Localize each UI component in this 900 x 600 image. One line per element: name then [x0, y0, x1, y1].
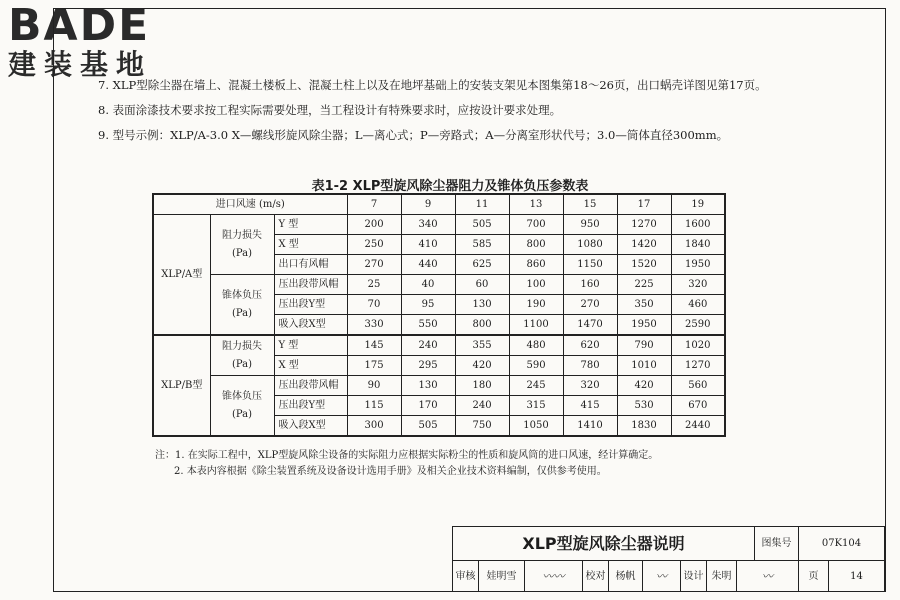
section-unit: (Pa) [231, 358, 253, 370]
value-cell: 270 [347, 255, 401, 275]
value-cell: 1950 [617, 315, 671, 336]
title-block [452, 526, 886, 592]
value-cell: 350 [617, 295, 671, 315]
value-cell: 950 [563, 215, 617, 235]
section-unit: (Pa) [231, 247, 253, 259]
section-cell [210, 215, 274, 275]
speed-header: 19 [671, 194, 725, 215]
value-cell: 240 [401, 335, 455, 356]
value-cell: 180 [455, 376, 509, 396]
parameter-table [152, 193, 726, 437]
table-header-row [153, 194, 725, 215]
value-cell: 1010 [617, 356, 671, 376]
value-cell: 130 [455, 295, 509, 315]
value-cell: 25 [347, 275, 401, 295]
value-cell: 175 [347, 356, 401, 376]
designer-name: 朱明 [707, 561, 737, 592]
speed-header: 9 [401, 194, 455, 215]
value-cell: 415 [563, 396, 617, 416]
speed-header: 15 [563, 194, 617, 215]
value-cell: 315 [509, 396, 563, 416]
row-name: X 型 [274, 356, 347, 376]
row-name: 吸入段X型 [274, 315, 347, 336]
check-label: 校对 [583, 561, 609, 592]
footnote-1: 注：1. 在实际工程中，XLP型旋风除尘设备的实际阻力应根据实际粉尘的性质和旋风筒的进口风速，经计算确定。 [155, 450, 659, 461]
value-cell: 1270 [671, 356, 725, 376]
header-label: 进口风速 (m/s) [153, 194, 347, 215]
value-cell: 170 [401, 396, 455, 416]
row-name: 吸入段X型 [274, 416, 347, 437]
value-cell: 130 [401, 376, 455, 396]
value-cell: 1520 [617, 255, 671, 275]
section-cell [210, 275, 274, 336]
row-name: 压出段带风帽 [274, 275, 347, 295]
value-cell: 590 [509, 356, 563, 376]
designer-signature: 〰 [737, 561, 799, 592]
table-row [153, 376, 725, 396]
model-cell: XLP/B型 [153, 335, 210, 436]
value-cell: 245 [509, 376, 563, 396]
value-cell: 90 [347, 376, 401, 396]
value-cell: 1080 [563, 235, 617, 255]
row-name: 压出段带风帽 [274, 376, 347, 396]
section-label: 锥体负压 [222, 289, 262, 301]
value-cell: 200 [347, 215, 401, 235]
value-cell: 70 [347, 295, 401, 315]
note-7: 7. XLP型除尘器在墙上、混凝土楼板上、混凝土柱上以及在地坪基础上的安装支架见本图集第18～26页，出口蜗壳详图见第17页。 [98, 78, 767, 92]
value-cell: 750 [455, 416, 509, 437]
table-row [153, 275, 725, 295]
row-name: Y 型 [274, 215, 347, 235]
value-cell: 625 [455, 255, 509, 275]
row-name: 压出段Y型 [274, 295, 347, 315]
value-cell: 505 [401, 416, 455, 437]
table-row [153, 335, 725, 356]
value-cell: 40 [401, 275, 455, 295]
value-cell: 1100 [509, 315, 563, 336]
value-cell: 1020 [671, 335, 725, 356]
atlas-number: 07K104 [799, 527, 885, 561]
value-cell: 190 [509, 295, 563, 315]
value-cell: 1270 [617, 215, 671, 235]
value-cell: 790 [617, 335, 671, 356]
section-cell [210, 376, 274, 437]
logo-word: BADE [8, 0, 151, 51]
value-cell: 585 [455, 235, 509, 255]
speed-header: 7 [347, 194, 401, 215]
checker-name: 杨帆 [609, 561, 643, 592]
value-cell: 115 [347, 396, 401, 416]
value-cell: 2590 [671, 315, 725, 336]
value-cell: 340 [401, 215, 455, 235]
value-cell: 1150 [563, 255, 617, 275]
drawing-title: XLP型旋风除尘器说明 [453, 527, 755, 561]
value-cell: 700 [509, 215, 563, 235]
value-cell: 420 [617, 376, 671, 396]
row-name: 出口有风帽 [274, 255, 347, 275]
value-cell: 530 [617, 396, 671, 416]
value-cell: 100 [509, 275, 563, 295]
design-label: 设计 [681, 561, 707, 592]
atlas-label: 图集号 [755, 527, 799, 561]
section-label: 锥体负压 [222, 390, 262, 402]
section-label: 阻力损失 [222, 229, 262, 241]
value-cell: 480 [509, 335, 563, 356]
table-title: 表1-2 XLP型旋风除尘器阻力及锥体负压参数表 [311, 179, 589, 194]
value-cell: 270 [563, 295, 617, 315]
value-cell: 95 [401, 295, 455, 315]
reviewer-name: 娃明雪 [479, 561, 525, 592]
page-label: 页 [799, 561, 829, 592]
value-cell: 2440 [671, 416, 725, 437]
value-cell: 505 [455, 215, 509, 235]
value-cell: 800 [509, 235, 563, 255]
value-cell: 250 [347, 235, 401, 255]
value-cell: 300 [347, 416, 401, 437]
value-cell: 355 [455, 335, 509, 356]
value-cell: 160 [563, 275, 617, 295]
footnote-2: 2. 本表内容根据《除尘装置系统及设备设计选用手册》及相关企业技术资料编制，仅供参考使用。 [174, 466, 607, 477]
value-cell: 240 [455, 396, 509, 416]
value-cell: 800 [455, 315, 509, 336]
value-cell: 145 [347, 335, 401, 356]
value-cell: 860 [509, 255, 563, 275]
speed-header: 11 [455, 194, 509, 215]
value-cell: 1840 [671, 235, 725, 255]
logo-subtitle: 建装基地 [8, 48, 153, 81]
value-cell: 225 [617, 275, 671, 295]
value-cell: 460 [671, 295, 725, 315]
section-unit: (Pa) [231, 307, 253, 319]
section-unit: (Pa) [231, 408, 253, 420]
row-name: 压出段Y型 [274, 396, 347, 416]
value-cell: 330 [347, 315, 401, 336]
value-cell: 320 [671, 275, 725, 295]
row-name: X 型 [274, 235, 347, 255]
note-9: 9. 型号示例：XLP/A-3.0 X—螺线形旋风除尘器；L—离心式；P—旁路式；A—分离室形状代号；3.0—筒体直径300mm。 [98, 128, 729, 142]
note-8: 8. 表面涂漆技术要求按工程实际需要处理，当工程设计有特殊要求时，应按设计要求处理。 [98, 103, 562, 117]
value-cell: 620 [563, 335, 617, 356]
section-label: 阻力损失 [222, 340, 262, 352]
value-cell: 560 [671, 376, 725, 396]
page-number: 14 [829, 561, 885, 592]
value-cell: 1410 [563, 416, 617, 437]
value-cell: 295 [401, 356, 455, 376]
model-cell: XLP/A型 [153, 215, 210, 336]
value-cell: 440 [401, 255, 455, 275]
speed-header: 13 [509, 194, 563, 215]
reviewer-signature: 〰〰 [525, 561, 583, 592]
value-cell: 320 [563, 376, 617, 396]
value-cell: 1470 [563, 315, 617, 336]
checker-signature: 〰 [643, 561, 681, 592]
value-cell: 1420 [617, 235, 671, 255]
value-cell: 410 [401, 235, 455, 255]
value-cell: 1050 [509, 416, 563, 437]
review-label: 审核 [453, 561, 479, 592]
section-cell [210, 335, 274, 376]
value-cell: 1830 [617, 416, 671, 437]
value-cell: 1600 [671, 215, 725, 235]
value-cell: 550 [401, 315, 455, 336]
table-row [153, 215, 725, 235]
value-cell: 780 [563, 356, 617, 376]
speed-header: 17 [617, 194, 671, 215]
row-name: Y 型 [274, 335, 347, 356]
value-cell: 1950 [671, 255, 725, 275]
value-cell: 420 [455, 356, 509, 376]
value-cell: 670 [671, 396, 725, 416]
value-cell: 60 [455, 275, 509, 295]
